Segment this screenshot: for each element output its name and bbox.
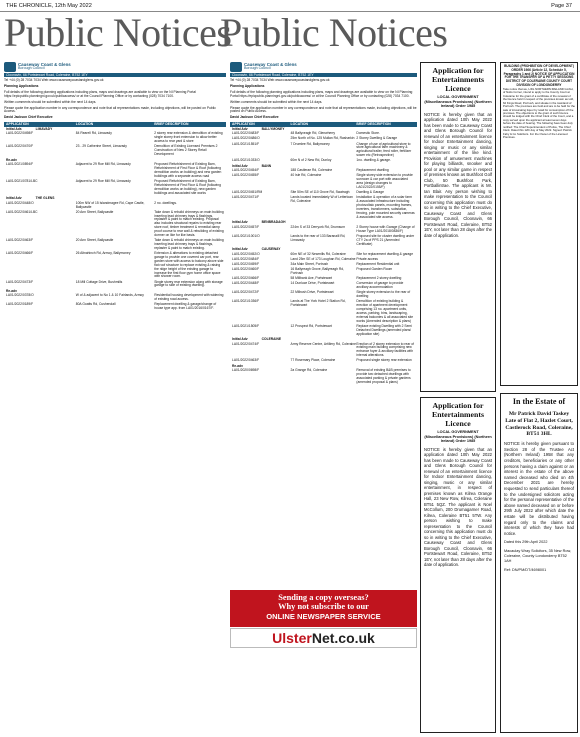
description: Proposed Garden Room xyxy=(356,266,393,271)
application-number: LA01/2021/1001/O xyxy=(232,233,260,238)
section-type: Re-adv xyxy=(6,157,17,162)
advert-line-1: Sending a copy overseas? xyxy=(278,593,369,602)
application-number: LA01/2022/0474/F xyxy=(232,341,260,346)
council-masthead xyxy=(230,62,417,72)
application-number: LA01/2021/1551/F xyxy=(232,141,260,146)
application-number: LA01/2022/0454/F xyxy=(232,168,260,173)
table-row xyxy=(4,251,226,280)
location: 188 Castlerae Rd, Coleraine xyxy=(290,168,333,173)
licence-title: Application for Entertainments Licence xyxy=(432,401,484,428)
order-body: Take notice that we, LIDL NORTHERN IRELAND GmbH, of Nutts Corner, intend to apply to the County Court at Coleraine for the grant of a certificate of the renewal of the licence held in respect of the premises known as Lidl, 62 Kings Road, Portrush, and situate in the townland of Portrush. The premises are held and are to be held for the sale of intoxicating liquor by retail for consumption off the premises. The objections to the grant of such licence should be lodged with the Chief Clerk of the Court, and a copy served upon the applicant at least seven days before the date of hearing. The following have been duly notified: The Chief Superintendent of Police, The Chief Clerk. Dated this 12th day of May 2022. Signed: Patrick Fahy & Co Solicitors. For the Owner of the Licensed Premises. xyxy=(503,86,575,140)
table-row xyxy=(4,280,226,289)
location: 26 Altnahinch Rd, Armoy, Ballymoney xyxy=(75,251,131,256)
location: Land 25m SE of 173 Loughan Rd, Coleraine xyxy=(290,256,356,261)
estate-body: NOTICE is hereby given pursuant to Section 28 of the Trustee Act (Northern Ireland) 1958 that any creditors, beneficiaries or any other persons having a claim against or an interest in the estate of the above named deceased who died on 4th December 2021 are hereby requested to send particulars thereof to the undersigned solicitors acting for the personal representative of the above named deceased on or before 29th July 2022 after which date the estate will be distributed having regard only to the claims and interests of which they have had notice. xyxy=(504,441,574,536)
th-application: APPLICATION xyxy=(232,122,255,127)
description: Replace existing Dwelling with 2 Semi Detached Dwellings (amended plans/ application site) xyxy=(356,323,412,336)
description: Installation & operation of a solar farm & associated infrastructure including photovoltaic panels, mounting frames, inverters, transformers, substation, fencing, pole mounted security cameras & associated site access. xyxy=(356,195,415,219)
advert-line-3: ONLINE NEWSPAPER SERVICE xyxy=(266,611,381,621)
location: Lands located immediately W of Letterloan Rd, Coleraine xyxy=(290,195,353,204)
description: 1no. dwelling & garage. xyxy=(356,158,391,163)
council-logo xyxy=(4,62,16,72)
notice-heading: Planning Applications xyxy=(230,83,265,88)
estate-solicitors: Macaulay Wray Solicitors, 35 New Row, Coleraine, County Londonderry BT52 1AH xyxy=(504,549,572,564)
council-tel: Tel +44 (0) 28 7034 7034 Web www.causewaycoastandglens.gov.uk xyxy=(4,78,104,82)
application-number: LA01/2022/0189/F xyxy=(6,302,34,307)
description: Take down & rebuild chimneys on main building inserting lead chimney trays & flashings, replaster & paint to match existing. xyxy=(154,238,224,250)
table-row xyxy=(4,239,226,252)
application-number: LA01/2022/0466/F xyxy=(232,275,260,280)
application-number: LA01/2022/0459/F xyxy=(232,261,260,266)
section-area: CAUSEWAY xyxy=(261,247,281,252)
th-description: BRIEF DESCRIPTION xyxy=(154,122,189,127)
section-type: Re-adv xyxy=(6,288,17,293)
location: 100m NW of 15 Islandmagee Rd, Cape Castle, Ballycastle xyxy=(75,200,145,209)
location: Adjacent to 29 Roe Mill Rd, Limavady xyxy=(75,162,131,167)
application-number: LA01/2022/0448/O xyxy=(6,200,34,205)
entertainments-licence-2 xyxy=(420,397,496,733)
section-type: Re-adv xyxy=(232,363,243,368)
description: Private access xyxy=(356,256,378,261)
application-number: LA01/2022/0452/O xyxy=(232,251,260,256)
application-number: LA01/2022/0455/F xyxy=(232,173,260,178)
council-sub: Borough Council xyxy=(244,66,271,71)
location: 22 Millrush Drive, Portstewart xyxy=(290,290,334,295)
title-right: Public Notices xyxy=(220,10,448,55)
application-number: LA01/2022/0486/O xyxy=(232,136,260,141)
council-logo xyxy=(230,62,242,72)
subscription-advert[interactable] xyxy=(230,590,417,627)
table-row xyxy=(230,196,417,221)
description: Replacement 2 storey dwelling xyxy=(356,275,402,280)
description: Extension & alterations to existing detached garage to provide one covered car port, rear garden store with access to balcony above side flat roof structure to replace existing & raising the ridge height of the existing garage to increase the first floor gym home office space with shower room. xyxy=(154,251,224,279)
table-row xyxy=(230,159,417,164)
table-row xyxy=(230,234,417,247)
application-number: LA01/2021/1036/F xyxy=(232,299,260,304)
application-number: LA01/2022/0460/F xyxy=(232,266,260,271)
council-masthead xyxy=(4,62,226,72)
section-area: BENBRADAGH xyxy=(261,220,286,225)
description: 2 Storey Dwelling & Garage xyxy=(356,136,398,141)
location: 60m NE of 32 Newmills Rd, Coleraine xyxy=(290,251,346,256)
ulsternet-logo[interactable] xyxy=(230,628,417,648)
notice-written: Written comments should be submitted within the next 14 days. xyxy=(230,99,323,104)
description: Demolition of existing building & erection of apartment development comprising 13 no. apartment units, access, parking, bins, landscaping, external balconies & all associated site works (Amended description & plans) xyxy=(356,299,414,323)
notice-written: Written comments should be submitted within the next 14 days. xyxy=(4,99,97,104)
application-number: LA01/2022/0483/F xyxy=(232,131,260,136)
description: Conversion of garage to provide ancillary accommodation xyxy=(356,281,404,289)
logo-part-a: Ulster xyxy=(272,630,312,646)
table-row xyxy=(230,174,417,191)
notice-note: Please quote the application number in any correspondence and note that all representations made, including objections, will be posted on Public Access. xyxy=(230,105,417,114)
page-number: Page 37 xyxy=(551,3,572,9)
section-type: Initial Adv xyxy=(232,220,248,225)
table-row xyxy=(4,179,226,196)
section-type: Initial Adv xyxy=(232,337,248,341)
description: Single storey extension to the rear of dwelling xyxy=(356,290,411,298)
advert-line-2: Why not subscribe to our xyxy=(278,602,369,612)
licence-subtitle: LOCAL GOVERNMENT (Miscellaneous Provisions) (Northern Ireland) Order 1985 xyxy=(424,95,492,109)
council-sub: Borough Council xyxy=(18,66,45,71)
location: 40 Isle Rd, Coleraine xyxy=(290,173,322,178)
location: 12 Prospect Rd, Portstewart xyxy=(290,323,332,328)
table-row xyxy=(230,225,417,234)
location: Army Reserve Centre, Artillery Rd, Coleraine xyxy=(290,341,356,346)
entertainments-licence-1 xyxy=(420,62,496,392)
description: Replacement Residential unit xyxy=(356,261,400,266)
location: 224m S of 33 Derryork Rd, Drumsurn xyxy=(290,224,346,229)
table-row xyxy=(230,342,417,359)
application-number: LA01/2022/0461/LBC xyxy=(6,209,38,214)
liquor-licence-notice xyxy=(500,62,578,386)
location: 23 - 29 Catherine Street, Limavady xyxy=(75,144,127,149)
th-location: LOCATION xyxy=(290,122,308,127)
location: 58 Millbank Ave, Portstewart xyxy=(290,275,333,280)
description: Proposed Refurbishment of Existing Barn, Refurbishment of First Floor & Roof (following demolition works on building) and new garden buildings with a separate access road xyxy=(154,162,222,178)
application-number: LA01/2022/0463/F xyxy=(232,358,260,363)
location: 60m N of 2 New Rd, Dunloy xyxy=(290,158,332,163)
description: Change of use of agricultural store to store agricultural farm machinery & agricultural trailer, feed roller, fertilizer sower etc (Retrospective) xyxy=(356,141,412,158)
description: Proposed Refurbishment of Existing Barn, Refurbishment of First Floor & Roof (following demolition works on building), new garden buildings and associated site works xyxy=(154,178,221,195)
table-row xyxy=(230,369,417,386)
location: 25m North of No. 125 Mullan Rd, Rasharkin xyxy=(290,136,355,141)
planning-notice-1 xyxy=(4,62,226,734)
application-number: LA01/2022/0457/F xyxy=(232,224,260,229)
description: 2 no. dwellings. xyxy=(154,200,177,205)
location: 20 Ann Street, Ballycastle xyxy=(75,209,114,214)
location: Adjacent to 29 Roe Mill Rd, Limavady xyxy=(75,178,131,183)
council-address: Cloonavin, 66 Portstewart Road, Coleraine, BT52 1EY xyxy=(4,73,226,77)
section-area: BANN xyxy=(261,163,272,168)
description: Residential housing development with widening of existing road access. xyxy=(154,293,224,302)
council-tel: Tel +44 (0) 28 7034 7034 Web www.causewaycoastandglens.gov.uk xyxy=(230,78,330,82)
notice-intro: Full details of the following planning applications including plans, maps and drawings are available to view on the NI Planning Portal https://epicpublic.planningni.gov.uk/publicaccess/ or at the Council Planning Office or by contacting (028) 7034 7100. xyxy=(4,89,196,98)
section-area: THE GLENS xyxy=(35,196,55,201)
estate-dated: Dated this 29th April 2022 xyxy=(504,540,548,545)
page-title xyxy=(4,10,448,56)
table-row xyxy=(4,303,226,312)
deceased-name: Mr Patrick David Taskey Late of Flat 2, Hazlet Court, Castlerock Road, Coleraine, BT51 3HL xyxy=(505,411,573,438)
description: Dwelling & Garage xyxy=(356,190,384,195)
application-number: LA01/2022/0466/F xyxy=(6,251,34,256)
table-header xyxy=(230,122,417,127)
description: Site for replacement dwelling & garage xyxy=(356,251,414,256)
title-left: Public Notices xyxy=(4,10,232,55)
table-body xyxy=(230,127,417,386)
licence-body: NOTICE is hereby given that an application dated 10th May 2022 has been made to Causeway Coast and Glens Borough Council for renewal of an entertainment licence for Indoor Entertainment dancing, singing, music or any similar entertainment, in respect of premises known as Kilrea Orange Hall, 23 New Row, Kilrea, Coleraine BT51 5QZ. The applicant is Noel McCollum, 200 Drumagarner Road, Kilrea, Coleraine BT51 5TW. Any person wishing to make representation to the Council concerning this application must do so in writing to the Chief Executive, Causeway Coast and Glens Borough Council, Cloonavin, 66 Portstewart Road, Coleraine, BT52 1EY, not later than 28 days after the date of application. xyxy=(424,446,492,568)
description: Domestic Store. xyxy=(356,131,380,136)
location: 77 Rosemary Place, Coleraine xyxy=(290,358,336,363)
table-row xyxy=(4,132,226,145)
application-number: LA01/2021/1505/F xyxy=(232,323,260,328)
location: 14 Dunluce Drive, Portstewart xyxy=(290,281,335,286)
location: 80A Goatts Rd, Cushendall xyxy=(75,302,116,307)
notice-intro: Full details of the following planning applications including plans, maps and drawings are available to view on the NI Planning Portal https://epicpublic.planningni.gov.uk/publicaccess/ or at the Council Planning Office or by contacting (028) 7034 7100. xyxy=(230,89,413,98)
location: 18 Mill Cottage Drive, Bushmills xyxy=(75,279,123,284)
table-row xyxy=(230,299,417,324)
description: Single storey rear extension along with storage garage to side of existing dwelling. xyxy=(154,279,223,288)
description: Proposed single storey rear extension xyxy=(356,358,412,363)
council-name: Causeway Coast & Glens xyxy=(18,62,71,67)
location: 20 Ann Street, Ballycastle xyxy=(75,238,114,243)
application-number: LA01/2021/0894/F xyxy=(6,162,34,167)
section-area: BALLYMONEY xyxy=(261,126,285,131)
description: Erection of 2 storey extension to rear of existing main building comprising new entrance foyer & ancillary facilities with internal alterations. xyxy=(356,341,414,358)
th-application: APPLICATION xyxy=(6,122,29,127)
application-number: LA01/2022/0448/F xyxy=(232,281,260,286)
table-row xyxy=(4,201,226,210)
location: 16 Ballyreagh Grove, Ballyreagh Rd, Portrush xyxy=(290,266,345,275)
section-area: LIMAVADY xyxy=(35,126,53,131)
location: Lands at The York Hotel 2 Station Rd, Portstewart xyxy=(290,299,346,307)
order-heading: BUILDING (PROHIBITION OF DEVELOPMENT) ORDER 1966 (Article 12, Schedule 5, Paragraphs 1 and 2) NOTICE OF APPLICATION FOR THE TRANSFER OF A PETTY SESSIONS DISTRICT OF COLERAINE COUNTY COURT DIVISION OF LONDONDERRY xyxy=(503,64,575,87)
notice-signoff: David Jackson Chief Executive xyxy=(230,115,279,120)
table-row xyxy=(4,210,226,239)
council-address: Cloonavin, 66 Portstewart Road, Coleraine, BT52 1EY xyxy=(230,73,417,77)
table-row xyxy=(230,324,417,337)
description: Demolition of Existing Licensed Premises 2 Construction of New 2 Storey Retail Development xyxy=(154,144,218,157)
location: Site 50m SE of 110 Grove Rd, Swatragh xyxy=(290,190,350,195)
logo-part-b: Net.co.uk xyxy=(311,630,375,646)
licence-subtitle: LOCAL GOVERNMENT (Miscellaneous Provisions) (Northern Ireland) Order 1985 xyxy=(424,430,492,444)
table-row xyxy=(4,162,226,179)
description: Replacement dwelling & garage/change of house type app. from LA01/2016/0167/F. xyxy=(154,302,217,311)
description: 2 storey rear extension & demolition of existing single storey front extension to allow better access to rear yard & store xyxy=(154,131,223,144)
notice-note: Please quote the application number in any correspondence and note that all representations made, including objections, will be posted on Public Access. xyxy=(4,105,216,114)
location: 2a Grange Rd, Coleraine xyxy=(290,368,328,373)
application-number: LA01/2022/0470/F xyxy=(6,144,34,149)
application-number: LA01/2021/1033/O xyxy=(232,158,260,163)
estate-ref: Ref: DN/PM/DT/4698001 xyxy=(504,568,547,573)
application-number: LA01/2022/0463/F xyxy=(6,238,34,243)
application-number: LA01/2022/0498/F xyxy=(6,131,34,136)
section-type: Initial Ads xyxy=(6,126,22,131)
application-number: LA01/2022/0484/F xyxy=(232,256,260,261)
location: 34a Main Street, Portrush xyxy=(290,261,329,266)
estate-title: In the Estate of xyxy=(512,397,566,406)
application-number: LA01/2022/0472/F xyxy=(232,290,260,295)
section-type: Initial Adv xyxy=(232,247,248,252)
table-row xyxy=(230,359,417,364)
notice-heading: Planning Applications xyxy=(4,83,39,88)
location: W of & adjacent to No 1 & 10 Fairlands, Armoy xyxy=(75,293,144,298)
section-type: Initial Adv xyxy=(6,196,22,201)
description: Replacement dwelling xyxy=(356,168,389,173)
application-number: LA01/2022/0471/F xyxy=(232,195,260,200)
section-type: Initial Adv xyxy=(232,163,248,168)
application-number: LA01/2022/0378/O xyxy=(6,293,34,298)
description: Single storey side extension to provide sunroom & car port with associated area (design changes to LA01/2022/0155/F) xyxy=(356,173,413,190)
section-type: Initial Adv xyxy=(232,126,248,131)
council-name: Causeway Coast & Glens xyxy=(244,62,297,67)
table-row xyxy=(4,145,226,158)
th-description: BRIEF DESCRIPTION xyxy=(356,122,391,127)
application-number: LA01/2021/0781/LBC xyxy=(6,178,38,183)
description: 2 Storey house with Garage (Change of House Type LA01/2018/0836/F) xyxy=(356,224,415,233)
licence-title: Application for Entertainments Licence xyxy=(432,66,484,93)
application-number: LA01/2022/0473/F xyxy=(6,279,34,284)
location: 84 Rearell Rd, Limavady xyxy=(75,131,112,136)
licence-body: NOTICE is hereby given that an application dated 10th May 2022 has been made to Causeway Coast and Glens Borough Council for renewal of an entertainment licence for Indoor Entertainment dancing, singing or music or any similar entertainment of the like kind. Provision of amusement machines for playing billiards, snooker and pool or any similar game in respect of premises known as Bushfoot Golf Club, 50 Bushfoot Park, Portballintrae. The applicant is Mr. Ian Blair. Any person wishing to make representation to the Council concerning this application must do so in writing to the Chief Executive, Causeway Coast and Glens Borough Council, Cloonavin, 66 Portstewart Road, Coleraine, BT52 1EY, not later than 28 days after the date of application. xyxy=(424,111,492,238)
table-row xyxy=(230,142,417,159)
location: 48 Ballyveagh Rd, Glenwherry xyxy=(290,131,336,136)
description: Proposed site for cluster dwelling under CTY 2a of PPS 21 (Amended Certificate) xyxy=(356,233,415,246)
table-body xyxy=(4,127,226,312)
notice-signoff: David Jackson Chief Executive xyxy=(4,115,53,120)
paper-date: THE CHRONICLE, 12th May 2022 xyxy=(6,3,92,9)
th-location: LOCATION xyxy=(75,122,94,127)
section-area: COLERAINE xyxy=(261,337,282,341)
application-number: LA01/2022/0451/RM xyxy=(232,190,263,195)
location: 7 Drumlee Rd, Ballymoney xyxy=(290,141,330,146)
description: Removal of existing B&B premises to provide two detached dwellings with associated parking & private gardens (amended proposal & plans) xyxy=(356,368,411,385)
estate-notice xyxy=(500,393,578,733)
application-number: LA01/2020/0698/F xyxy=(232,368,260,373)
location: Lands to the rear of 133 Baranaill Rd, Limavady xyxy=(290,233,346,242)
description: Take down & rebuild chimneys on main building inserting lead chimney trays & flashings, replaster & paint to match existing. Proposal also includes structural repairs to existing rear store roof, timber treatment & remedial damp proof course to rear wall & rebuilding of existing dormer on like for like basis. xyxy=(154,209,224,238)
